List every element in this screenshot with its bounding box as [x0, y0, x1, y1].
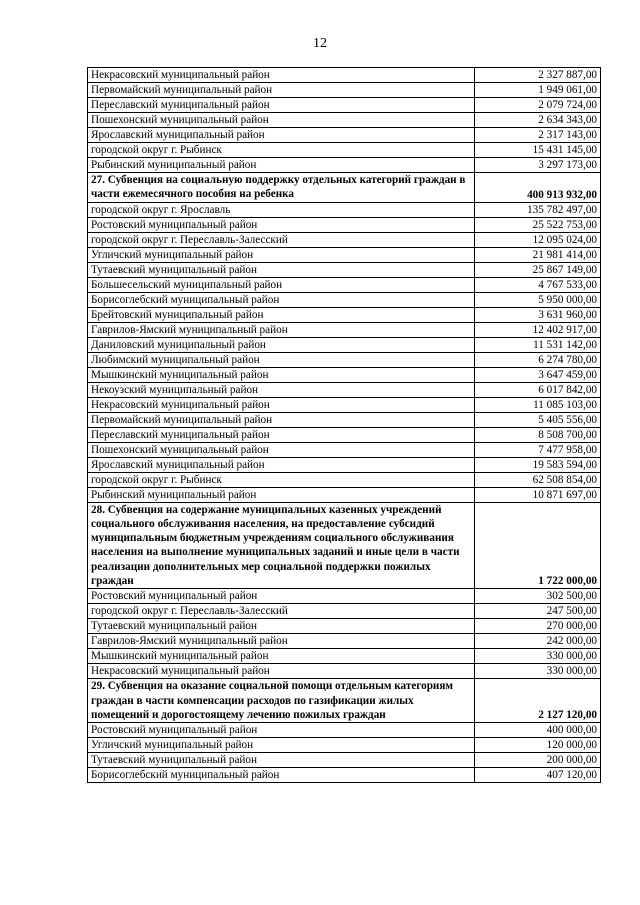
- municipality-name: Переславский муниципальный район: [88, 427, 475, 442]
- table-row: [88, 412, 601, 427]
- municipality-name: Некоузский муниципальный район: [88, 382, 475, 397]
- municipality-name: Тутаевский муниципальный район: [88, 262, 475, 277]
- amount-value: 25 522 753,00: [475, 217, 601, 232]
- table-row: [88, 217, 601, 232]
- section-title: 29. Субвенция на оказание социальной помощи отдельным категориям граждан в части компенсации расходов по газификации жилых помещений и дорогостоящему лечению пожилых граждан: [88, 679, 475, 723]
- amount-value: 3 297 173,00: [475, 158, 601, 173]
- municipality-name: Мышкинский муниципальный район: [88, 367, 475, 382]
- table-row: [88, 768, 601, 783]
- table-row: [88, 604, 601, 619]
- municipality-name: Даниловский муниципальный район: [88, 337, 475, 352]
- amount-value: 2 317 143,00: [475, 128, 601, 143]
- amount-value: 120 000,00: [475, 738, 601, 753]
- amount-value: 330 000,00: [475, 649, 601, 664]
- table-row: [88, 397, 601, 412]
- table-row: [88, 738, 601, 753]
- amount-value: 1 949 061,00: [475, 83, 601, 98]
- amount-value: 25 867 149,00: [475, 262, 601, 277]
- amount-value: 15 431 145,00: [475, 143, 601, 158]
- amount-value: 3 647 459,00: [475, 367, 601, 382]
- table-row: [88, 98, 601, 113]
- amount-value: 3 631 960,00: [475, 307, 601, 322]
- municipality-name: Рыбинский муниципальный район: [88, 487, 475, 502]
- amount-value: 62 508 854,00: [475, 472, 601, 487]
- municipality-name: городской округ г. Рыбинск: [88, 143, 475, 158]
- amount-value: 7 477 958,00: [475, 442, 601, 457]
- table-row: [88, 753, 601, 768]
- amount-value: 21 981 414,00: [475, 247, 601, 262]
- municipality-name: городской округ г. Рыбинск: [88, 472, 475, 487]
- table-row: [88, 427, 601, 442]
- table-body: [88, 68, 601, 783]
- amount-value: 8 508 700,00: [475, 427, 601, 442]
- amount-value: 2 079 724,00: [475, 98, 601, 113]
- municipality-name: Ярославский муниципальный район: [88, 128, 475, 143]
- amount-value: 2 634 343,00: [475, 113, 601, 128]
- section-header-row: [88, 502, 601, 589]
- amount-value: 19 583 594,00: [475, 457, 601, 472]
- amount-value: 400 000,00: [475, 723, 601, 738]
- section-total-amount: 400 913 932,00: [475, 173, 601, 203]
- amount-value: 270 000,00: [475, 619, 601, 634]
- table-row: [88, 322, 601, 337]
- municipality-name: Некрасовский муниципальный район: [88, 397, 475, 412]
- municipality-name: Ростовский муниципальный район: [88, 217, 475, 232]
- municipality-name: Пошехонский муниципальный район: [88, 442, 475, 457]
- municipality-name: Угличский муниципальный район: [88, 247, 475, 262]
- page-number: 12: [313, 36, 327, 51]
- table-row: [88, 352, 601, 367]
- amount-value: 12 095 024,00: [475, 232, 601, 247]
- table-row: [88, 292, 601, 307]
- table-row: [88, 158, 601, 173]
- table-row: [88, 262, 601, 277]
- section-title: 27. Субвенция на социальную поддержку отдельных категорий граждан в части ежемесячного пособия на ребенка: [88, 173, 475, 203]
- table-row: [88, 68, 601, 83]
- table-row: [88, 472, 601, 487]
- table-row: [88, 382, 601, 397]
- municipality-name: Ростовский муниципальный район: [88, 723, 475, 738]
- section-title: 28. Субвенция на содержание муниципальных казенных учреждений социального обслуживания населения, на предоставление субсидий муниципальным бюджетным учреждениям социального обслуживания населения на выполнение муниципальных заданий и иные цели в части реализации дополнительных мер социальной поддержки пожилых граждан: [88, 502, 475, 589]
- amount-value: 302 500,00: [475, 589, 601, 604]
- table-row: [88, 337, 601, 352]
- table-row: [88, 589, 601, 604]
- table-row: [88, 487, 601, 502]
- table-row: [88, 232, 601, 247]
- amount-value: 135 782 497,00: [475, 202, 601, 217]
- municipality-name: Тутаевский муниципальный район: [88, 619, 475, 634]
- municipality-name: городской округ г. Переславль-Залесский: [88, 232, 475, 247]
- table-row: [88, 307, 601, 322]
- table-row: [88, 619, 601, 634]
- table-row: [88, 723, 601, 738]
- municipality-name: Борисоглебский муниципальный район: [88, 292, 475, 307]
- amount-value: 12 402 917,00: [475, 322, 601, 337]
- municipality-name: Большесельский муниципальный район: [88, 277, 475, 292]
- municipality-name: Рыбинский муниципальный район: [88, 158, 475, 173]
- municipality-name: Некрасовский муниципальный район: [88, 68, 475, 83]
- table-row: [88, 277, 601, 292]
- table-row: [88, 113, 601, 128]
- municipality-name: Ярославский муниципальный район: [88, 457, 475, 472]
- amount-value: 2 327 887,00: [475, 68, 601, 83]
- section-header-row: [88, 173, 601, 203]
- municipality-name: городской округ г. Ярославль: [88, 202, 475, 217]
- table-row: [88, 634, 601, 649]
- municipality-name: Первомайский муниципальный район: [88, 83, 475, 98]
- amount-value: 200 000,00: [475, 753, 601, 768]
- table-row: [88, 247, 601, 262]
- amount-value: 4 767 533,00: [475, 277, 601, 292]
- amount-value: 330 000,00: [475, 664, 601, 679]
- table-row: [88, 128, 601, 143]
- amount-value: 5 950 000,00: [475, 292, 601, 307]
- municipality-name: Тутаевский муниципальный район: [88, 753, 475, 768]
- amount-value: 6 017 842,00: [475, 382, 601, 397]
- amount-value: 407 120,00: [475, 768, 601, 783]
- municipality-name: Первомайский муниципальный район: [88, 412, 475, 427]
- table-row: [88, 457, 601, 472]
- table-row: [88, 83, 601, 98]
- table-row: [88, 649, 601, 664]
- section-total-amount: 2 127 120,00: [475, 679, 601, 723]
- section-header-row: [88, 679, 601, 723]
- amount-value: 10 871 697,00: [475, 487, 601, 502]
- municipality-name: Мышкинский муниципальный район: [88, 649, 475, 664]
- amount-value: 11 085 103,00: [475, 397, 601, 412]
- municipality-name: Переславский муниципальный район: [88, 98, 475, 113]
- table-row: [88, 664, 601, 679]
- table-row: [88, 442, 601, 457]
- municipality-name: городской округ г. Переславль-Залесский: [88, 604, 475, 619]
- amount-value: 6 274 780,00: [475, 352, 601, 367]
- amount-value: 242 000,00: [475, 634, 601, 649]
- amount-value: 11 531 142,00: [475, 337, 601, 352]
- municipality-name: Борисоглебский муниципальный район: [88, 768, 475, 783]
- municipality-name: Любимский муниципальный район: [88, 352, 475, 367]
- section-total-amount: 1 722 000,00: [475, 502, 601, 589]
- subvention-table: [87, 67, 601, 783]
- municipality-name: Гаврилов-Ямский муниципальный район: [88, 634, 475, 649]
- municipality-name: Ростовский муниципальный район: [88, 589, 475, 604]
- municipality-name: Гаврилов-Ямский муниципальный район: [88, 322, 475, 337]
- table-row: [88, 143, 601, 158]
- table-row: [88, 367, 601, 382]
- municipality-name: Брейтовский муниципальный район: [88, 307, 475, 322]
- table-row: [88, 202, 601, 217]
- municipality-name: Некрасовский муниципальный район: [88, 664, 475, 679]
- municipality-name: Пошехонский муниципальный район: [88, 113, 475, 128]
- amount-value: 5 405 556,00: [475, 412, 601, 427]
- amount-value: 247 500,00: [475, 604, 601, 619]
- municipality-name: Угличский муниципальный район: [88, 738, 475, 753]
